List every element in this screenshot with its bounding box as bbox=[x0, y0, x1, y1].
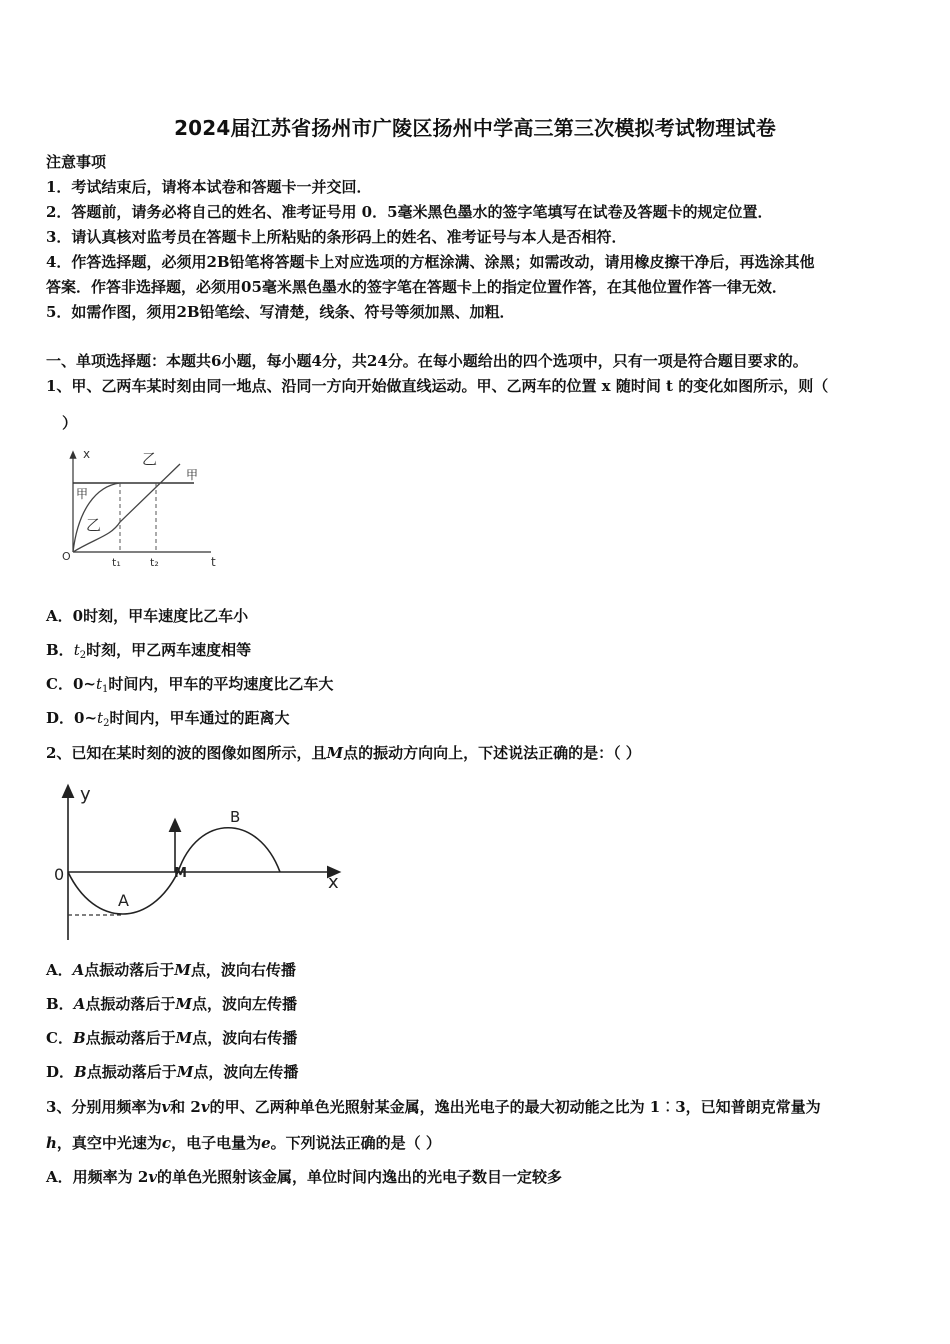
notice-item: 答案．作答非选择题，必须用05毫米黑色墨水的签字笔在答题卡上的指定位置作答，在其他位置作答一律无效． bbox=[46, 278, 787, 296]
q2-figure bbox=[50, 778, 350, 946]
q1-y-label: x bbox=[83, 447, 91, 461]
q3-option-a: A．用频率为 2v的单色光照射该金属，单位时间内逸出的光电子数目一定较多 bbox=[46, 1168, 563, 1186]
q2-stem: 2、已知在某时刻的波的图像如图所示，且M点的振动方向向上，下述说法正确的是：（ ） bbox=[46, 744, 641, 762]
q2-y-label: y bbox=[80, 784, 91, 805]
q2-point-m: M bbox=[174, 866, 187, 881]
notice-item: 5．如需作图，须用2B铅笔绘、写清楚，线条、符号等须加黑、加粗． bbox=[46, 303, 515, 321]
q1-option-a: A．0时刻，甲车速度比乙车小 bbox=[46, 607, 249, 625]
q1-stem-end: ） bbox=[62, 414, 78, 432]
q1-t2-label: t₂ bbox=[150, 556, 159, 569]
q1-origin: O bbox=[62, 550, 71, 563]
notice-item: 4．作答选择题，必须用2B铅笔将答题卡上对应选项的方框涂满、涂黑；如需改动，请用橡皮擦干净后，再选涂其他 bbox=[46, 253, 815, 271]
q1-x-label: t bbox=[211, 555, 216, 569]
notice-item: 1．考试结束后，请将本试卷和答题卡一并交回． bbox=[46, 178, 372, 196]
q1-stem: 1、甲、乙两车某时刻由同一地点、沿同一方向开始做直线运动。甲、乙两车的位置 x 随时间 t 的变化如图所示，则（ bbox=[46, 377, 829, 395]
q1-t1-label: t₁ bbox=[112, 556, 121, 569]
q2-option-d: D．B点振动落后于M点，波向左传播 bbox=[46, 1063, 299, 1081]
q1-option-b: B．$t_2$时刻，甲乙两车速度相等 bbox=[46, 641, 252, 661]
q1-yi-top-label: 乙 bbox=[142, 450, 158, 468]
q1-yi-left-label: 乙 bbox=[86, 516, 102, 534]
notice-heading: 注意事项 bbox=[46, 153, 107, 171]
q3-stem-line1: 3、分别用频率为v和 2v的甲、乙两种单色光照射某金属，逸出光电子的最大初动能之比为 1︰3，已知普朗克常量为 bbox=[46, 1098, 821, 1116]
page-title: 2024届江苏省扬州市广陵区扬州中学高三第三次模拟考试物理试卷 bbox=[174, 116, 776, 140]
q1-jia-left-label: 甲 bbox=[76, 487, 89, 501]
q2-option-c: C．B点振动落后于M点，波向右传播 bbox=[46, 1029, 298, 1047]
q1-jia-right-label: 甲 bbox=[186, 468, 199, 482]
q1-option-d: D．$0\sim t_2$时间内，甲车通过的距离大 bbox=[46, 709, 290, 729]
notice-item: 2．答题前，请务必将自己的姓名、准考证号用 0．5毫米黑色墨水的签字笔填写在试卷及答题卡的规定位置． bbox=[46, 203, 773, 221]
section-heading: 一、单项选择题：本题共6小题，每小题4分，共24分。在每小题给出的四个选项中，只有一项是符合题目要求的。 bbox=[46, 352, 808, 370]
q1-option-c: C．$0\sim t_1$时间内，甲车的平均速度比乙车大 bbox=[46, 675, 334, 695]
q1-yi-curve bbox=[73, 464, 180, 552]
q2-option-a: A．A点振动落后于M点，波向右传播 bbox=[46, 961, 296, 979]
notice-item: 3．请认真核对监考员在答题卡上所粘贴的条形码上的姓名、准考证号与本人是否相符． bbox=[46, 228, 627, 246]
q2-origin: 0 bbox=[54, 865, 65, 884]
q2-x-label: x bbox=[328, 872, 339, 893]
q2-point-b: B bbox=[230, 808, 241, 826]
q2-option-b: B．A点振动落后于M点，波向左传播 bbox=[46, 995, 297, 1013]
q2-point-a: A bbox=[118, 891, 129, 910]
q1-figure bbox=[56, 440, 226, 575]
q3-stem-line2: h，真空中光速为c，电子电量为e。下列说法正确的是（ ） bbox=[46, 1134, 441, 1152]
